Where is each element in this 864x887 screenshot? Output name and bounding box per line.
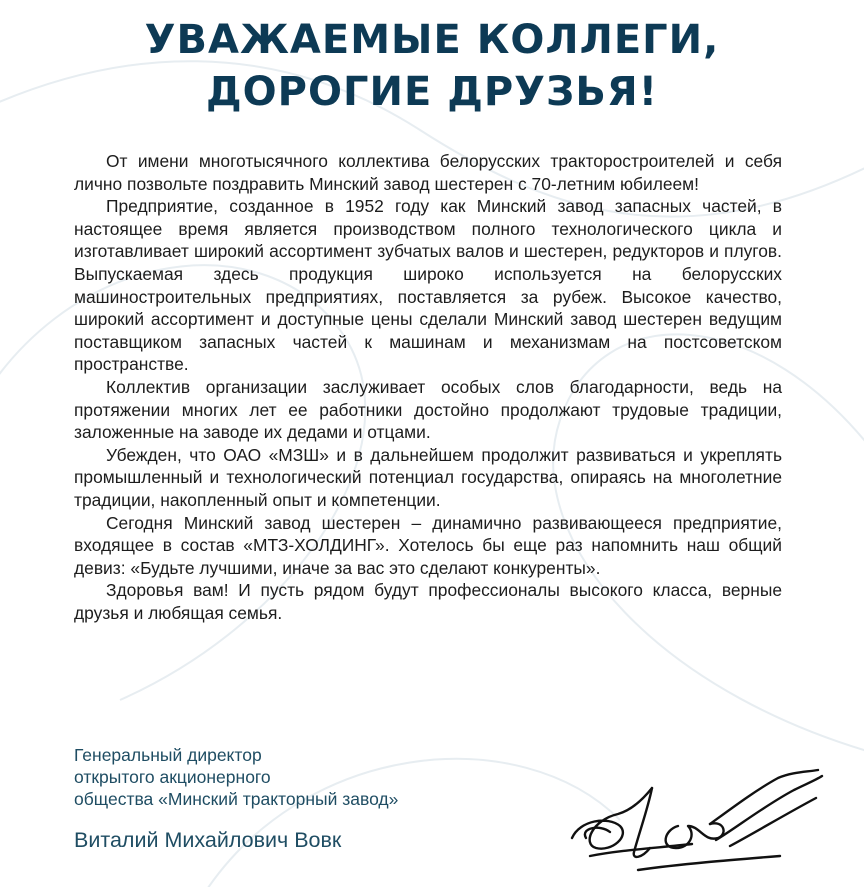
title-line-1: УВАЖАЕМЫЕ КОЛЛЕГИ, <box>144 17 720 63</box>
paragraph-4: Убежден, что ОАО «МЗШ» и в дальнейшем продолжит развиваться и укреплять промышленный и технологический потенциал государства, опираясь на многолетние традиции, накопленный опыт и компетенции. <box>74 444 782 510</box>
paragraph-5: Сегодня Минский завод шестерен – динамично развивающееся предприятие, входящее в состав «МТЗ-ХОЛДИНГ». Хотелось бы еще раз напомнить наш общий девиз: «Будьте лучшими, иначе за вас это сделают конкуренты». <box>74 512 782 578</box>
position-line-1: Генеральный директор <box>74 745 262 765</box>
paragraph-2: Предприятие, созданное в 1952 году как Минский завод запасных частей, в настоящее время является производством полного технологического цикла и изготавливает широкий ассортимент зубчатых валов и шестерен, редукторов и плугов. Выпускаемая здесь продукция широко используется на белорусских машиностроительных предприятиях, поставляется за рубеж. Высокое качество, широкий ассортимент и доступные цены сделали Минский завод шестерен ведущим поставщиком запасных частей к машинам и механизмам на постсоветском пространстве. <box>74 196 782 375</box>
title-line-2: ДОРОГИЕ ДРУЗЬЯ! <box>206 69 658 115</box>
page-title <box>0 14 864 118</box>
signature-icon <box>560 768 830 883</box>
position-line-3: общества «Минский тракторный завод» <box>74 789 399 809</box>
signatory-position <box>74 744 494 810</box>
paragraph-3: Коллектив организации заслуживает особых слов благодарности, ведь на протяжении многих лет ее работники достойно продолжают трудовые традиции, заложенные на заводе их дедами и отцами. <box>74 376 782 443</box>
letter-body <box>74 150 782 624</box>
paragraph-1: От имени многотысячного коллектива белорусских тракторостроителей и себя лично позвольте поздравить Минский завод шестерен с 70-летним юбилеем! <box>74 151 782 194</box>
paragraph-6: Здоровья вам! И пусть рядом будут профессионалы высокого класса, верные друзья и любящая семья. <box>74 580 782 623</box>
position-line-2: открытого акционерного <box>74 767 271 787</box>
signatory-name: Виталий Михайлович Вовк <box>74 828 342 852</box>
